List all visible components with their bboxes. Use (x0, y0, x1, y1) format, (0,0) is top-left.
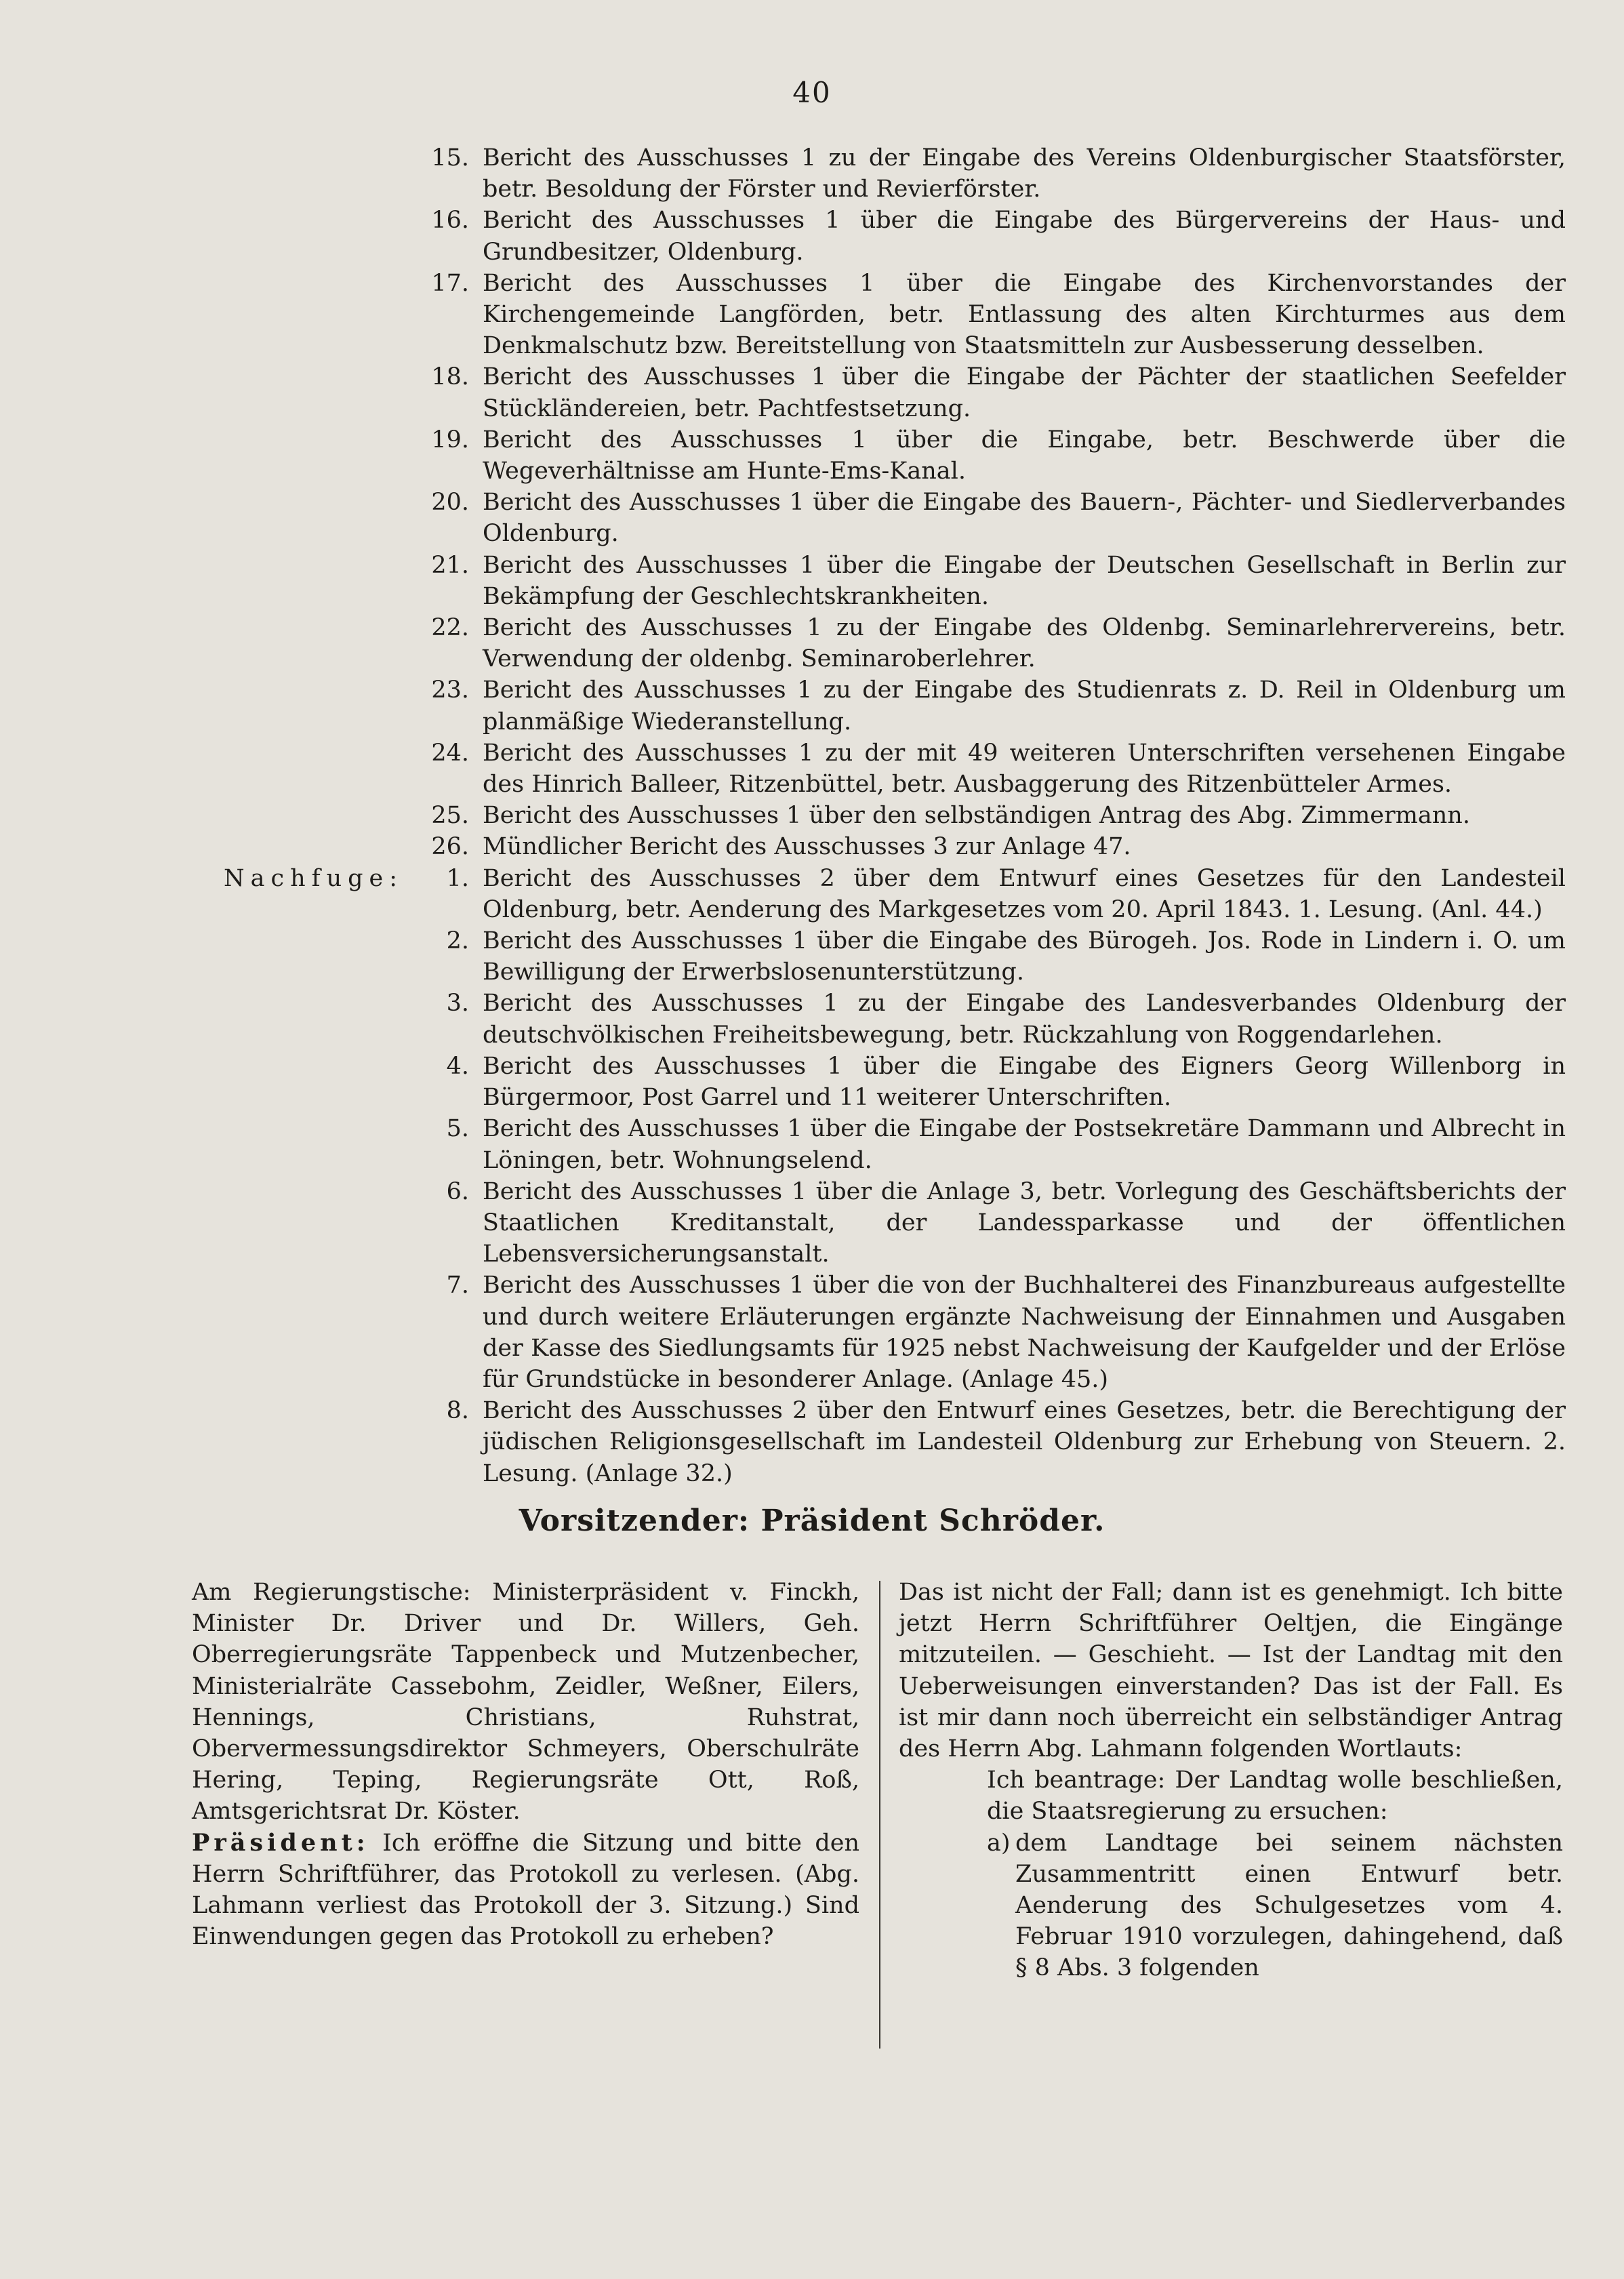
item-text: Bericht des Ausschusses 1 zu der mit 49 weiteren Unterschriften versehenen Eingabe des Hinrich Balleer, Ritzenbüttel, betr. Ausbaggerung des Ritzenbütteler Armes. (483, 739, 1566, 799)
item-number: 20. (431, 489, 469, 517)
item-text: Bericht des Ausschusses 1 über die Eingabe der Pächter der staatlichen Seefelder Stückländereien, betr. Pachtfestsetzung. (483, 363, 1566, 422)
item-text: Bericht des Ausschusses 1 über die Eingabe des Eigners Georg Willenborg in Bürgermoor, Post Garrel und 11 weiterer Unterschriften. (483, 1052, 1566, 1112)
item-number: 5. (446, 1115, 469, 1143)
agenda-item (224, 205, 1566, 267)
nachfuge-item (224, 1113, 1566, 1175)
item-number: 22. (431, 614, 469, 642)
item-text: Bericht des Ausschusses 1 über die von der Buchhalterei des Finanzbureaus aufgestellte und durch weitere Erläuterungen ergänzte Nachweisung der Einnahmen und Ausgaben der Kasse des Siedlungsamts für 1925 nebst Nachweisung der Kaufgelder und der Erlöse für Grundstücke in besonderer Anlage. (Anlage 45.) (483, 1272, 1566, 1393)
speech-text: Ich eröffne die Sitzung und bitte den Herrn Schriftführer, das Protokoll zu verlesen. (Abg. Lahmann verliest das Protokoll der 3. Sitzung.) Sind Einwendungen gegen das Protokoll zu erheben? (192, 1829, 859, 1951)
agenda-item (224, 487, 1566, 549)
item-number: 7. (446, 1272, 469, 1299)
item-text: Bericht des Ausschusses 1 über die Eingabe des Kirchenvorstandes der Kirchengemeinde Langförden, betr. Entlassung des alten Kirchturmes aus dem Denkmalschutz bzw. Bereitstellung von Staatsmitteln zur Ausbesserung desselben. (483, 269, 1566, 360)
item-text: Bericht des Ausschusses 1 zu der Eingabe des Landesverbandes Oldenburg der deutschvölkischen Freiheitsbewegung, betr. Rückzahlung von Roggendarlehen. (483, 990, 1566, 1049)
item-text: Bericht des Ausschusses 1 über die Eingabe des Bürogeh. Jos. Rode in Lindern i. O. um Bewilligung der Erwerbslosenunterstützung. (483, 927, 1566, 986)
agenda-item (224, 831, 1566, 862)
item-text: Bericht des Ausschusses 1 zu der Eingabe des Vereins Oldenburgischer Staatsförster, betr. Besoldung der Förster und Revierförster. (483, 144, 1566, 203)
item-number: 24. (431, 739, 469, 767)
nachfuge-item (224, 1395, 1566, 1489)
item-text: Mündlicher Bericht des Ausschusses 3 zur Anlage 47. (483, 833, 1131, 861)
item-text: Bericht des Ausschusses 1 zu der Eingabe des Oldenbg. Seminarlehrervereins, betr. Verwendung der oldenbg. Seminaroberlehrer. (483, 614, 1566, 673)
motion-intro: Ich beantrage: Der Landtag wolle beschließen, die Staatsregierung zu ersuchen: (987, 1767, 1563, 1826)
column-divider (879, 1581, 880, 2049)
agenda-item (224, 268, 1566, 362)
right-column (899, 1577, 1563, 1984)
nachfuge-item (224, 863, 1566, 925)
chair-heading: Vorsitzender: Präsident Schröder. (519, 1504, 1105, 1538)
item-text: Bericht des Ausschusses 1 über die Eingabe, betr. Beschwerde über die Wegeverhältnisse am Hunte-Ems-Kanal. (483, 426, 1566, 485)
item-text: Bericht des Ausschusses 1 über die Eingabe der Postsekretäre Dammann und Albrecht in Löningen, betr. Wohnungselend. (483, 1115, 1566, 1174)
item-number: 6. (446, 1177, 469, 1205)
agenda-item (224, 361, 1566, 424)
item-text: Bericht des Ausschusses 2 über dem Entwurf eines Gesetzes für den Landesteil Oldenburg, betr. Aenderung des Markgesetzes vom 20. April 1843. 1. Lesung. (Anl. 44.) (483, 864, 1566, 923)
item-text: Bericht des Ausschusses 1 zu der Eingabe des Studienrats z. D. Reil in Oldenburg um planmäßige Wiederanstellung. (483, 677, 1566, 735)
nachfuge-item (224, 1270, 1566, 1395)
item-number: 26. (431, 833, 469, 861)
item-text: Bericht des Ausschusses 1 über die Eingabe des Bauern-, Pächter- und Siedlerverbandes Oldenburg. (483, 489, 1566, 548)
subitem-text: dem Landtage bei seinem nächsten Zusammentritt einen Entwurf betr. Aenderung des Schulgesetzes vom 4. Februar 1910 vorzulegen, dahingehend, daß § 8 Abs. 3 folgenden (1015, 1829, 1563, 1982)
nachfuge-item (224, 925, 1566, 988)
agenda-item (224, 738, 1566, 800)
left-column (192, 1577, 859, 1952)
motion-subitem (899, 1828, 1563, 1984)
agenda-item (224, 612, 1566, 674)
government-table-paragraph: Am Regierungstische: Ministerpräsident v. Finckh, Minister Dr. Driver und Dr. Willers, Geh. Oberregierungsräte Tappenbeck und Mutzenbecher, Ministerialräte Cassebohm, Zeidler, Weßner, Eilers, Hennings, Christians, Ruhstrat, Obervermessungsdirektor Schmeyers, Oberschulräte Hering, Teping, Regierungsräte Ott, Roß, Amtsgerichtsrat Dr. Köster. (192, 1579, 859, 1826)
president-speech (192, 1828, 859, 1953)
item-number: 8. (446, 1397, 469, 1425)
nachfuge-item (224, 1176, 1566, 1270)
item-number: 23. (431, 677, 469, 704)
item-number: 1. (446, 864, 469, 892)
agenda-item (224, 424, 1566, 487)
subitem-label: a) (987, 1829, 1011, 1857)
agenda-item (224, 800, 1566, 831)
item-number: 3. (446, 990, 469, 1017)
page-number: 40 (792, 76, 832, 109)
item-number: 2. (446, 927, 469, 955)
item-number: 19. (431, 426, 469, 453)
nachfuge-item (224, 1051, 1566, 1113)
agenda-item (224, 674, 1566, 737)
agenda-item (224, 550, 1566, 612)
item-number: 25. (431, 802, 469, 830)
item-number: 18. (431, 363, 469, 391)
agenda-item (224, 142, 1566, 205)
continuation-paragraph: Das ist nicht der Fall; dann ist es genehmigt. Ich bitte jetzt Herrn Schriftführer Oeltjen, die Eingänge mitzuteilen. — Geschieht. — Ist der Landtag mit den Ueberweisungen einverstanden? Das ist der Fall. Es ist mir dann noch überreicht ein selbständiger Antrag des Herrn Abg. Lahmann folgenden Wortlauts: (899, 1579, 1563, 1763)
item-text: Bericht des Ausschusses 1 über den selbständigen Antrag des Abg. Zimmermann. (483, 802, 1470, 830)
item-text: Bericht des Ausschusses 2 über den Entwurf eines Gesetzes, betr. die Berechtigung der jüdischen Religionsgesellschaft im Landesteil Oldenburg zur Erhebung von Steuern. 2. Lesung. (Anlage 32.) (483, 1397, 1566, 1487)
nachfuge-label: Nachfuge: (224, 864, 404, 892)
item-number: 21. (431, 551, 469, 579)
item-number: 16. (431, 207, 469, 235)
item-number: 17. (431, 269, 469, 297)
item-text: Bericht des Ausschusses 1 über die Eingabe der Deutschen Gesellschaft in Berlin zur Bekämpfung der Geschlechtskrankheiten. (483, 551, 1566, 610)
speaker-label: Präsident: (192, 1828, 369, 1857)
item-number: 4. (446, 1052, 469, 1080)
item-number: 15. (431, 144, 469, 172)
nachfuge-item (224, 988, 1566, 1050)
item-text: Bericht des Ausschusses 1 über die Anlage 3, betr. Vorlegung des Geschäftsberichts der Staatlichen Kreditanstalt, der Landessparkasse und der öffentlichen Lebensversicherungsanstalt. (483, 1177, 1566, 1268)
agenda-list (224, 142, 1566, 1489)
item-text: Bericht des Ausschusses 1 über die Eingabe des Bürgervereins der Haus- und Grundbesitzer, Oldenburg. (483, 207, 1566, 266)
